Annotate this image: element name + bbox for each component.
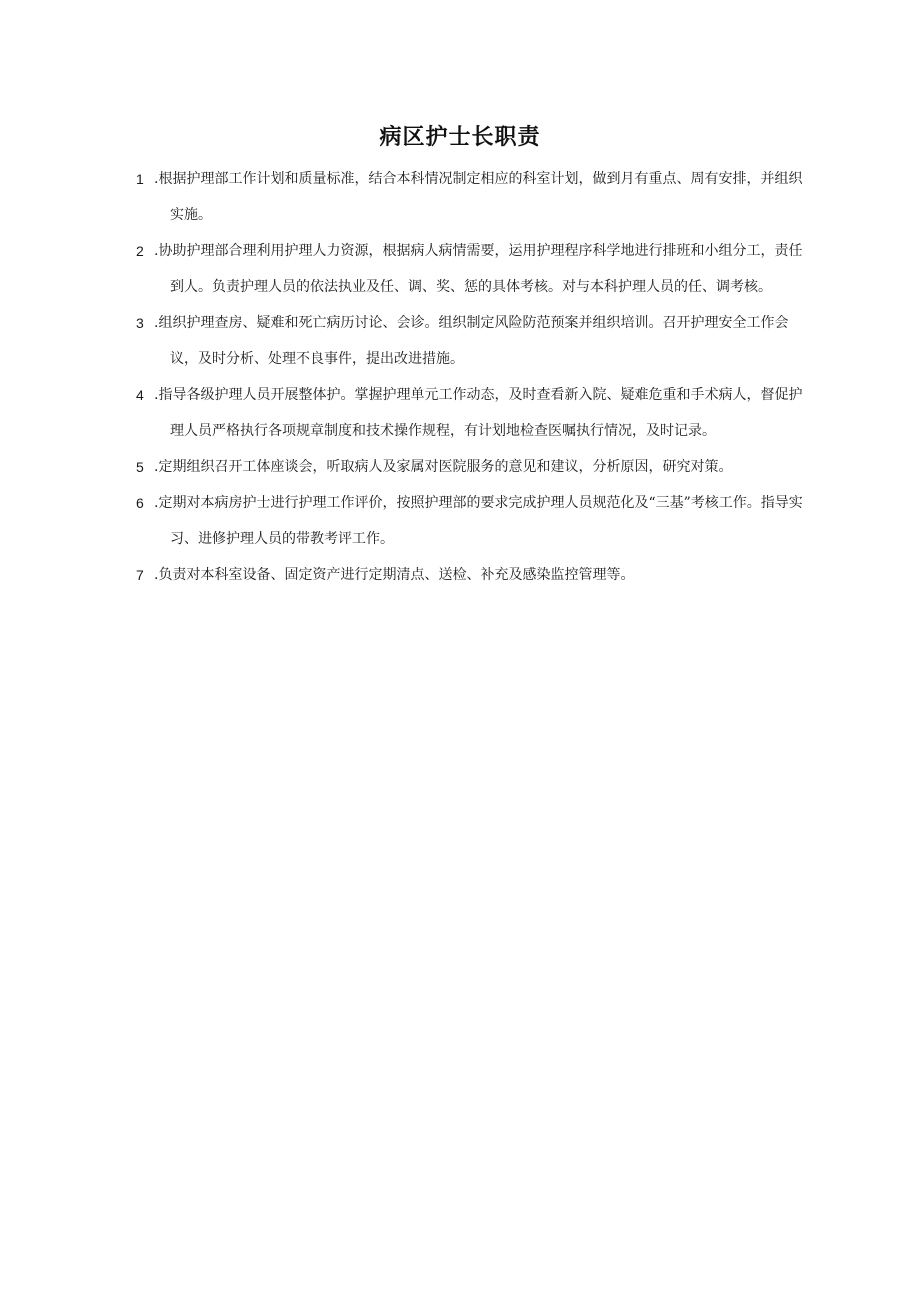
list-item [0,377,920,449]
item-text: .组织护理查房、疑难和死亡病历讨论、会诊。组织制定风险防范预案并组织培训。召开护理安全工作会议，及时分析、处理不良事件，提出改进措施。 [154,315,789,367]
list-item [0,305,920,377]
item-number: 3 [136,315,144,331]
duty-list [0,161,920,593]
document-title: 病区护士长职责 [379,125,541,150]
item-text: .定期对本病房护士进行护理工作评价，按照护理部的要求完成护理人员规范化及“三基”考核工作。指导实习、进修护理人员的带教考评工作。 [154,495,803,547]
list-item [0,557,920,593]
item-text: .负责对本科室设备、固定资产进行定期清点、送检、补充及感染监控管理等。 [154,567,635,583]
list-item [0,233,920,305]
item-text: .根据护理部工作计划和质量标准，结合本科情况制定相应的科室计划，做到月有重点、周有安排，并组织实施。 [154,171,803,223]
item-number: 1 [136,171,144,187]
item-text: .定期组织召开工体座谈会，听取病人及家属对医院服务的意见和建议，分析原因，研究对策。 [154,459,733,475]
list-item [0,161,920,233]
item-number: 7 [136,567,144,583]
item-text: .指导各级护理人员开展整体护。掌握护理单元工作动态，及时查看新入院、疑难危重和手术病人，督促护理人员严格执行各项规章制度和技术操作规程，有计划地检查医嘱执行情况，及时记录。 [154,387,803,439]
item-number: 5 [136,459,144,475]
item-number: 6 [136,495,144,511]
list-item [0,485,920,557]
item-number: 4 [136,387,144,403]
item-text: .协助护理部合理利用护理人力资源，根据病人病情需要，运用护理程序科学地进行排班和小组分工，责任到人。负责护理人员的依法执业及任、调、奖、惩的具体考核。对与本科护理人员的任、调考核。 [154,243,803,295]
list-item [0,449,920,485]
item-number: 2 [136,243,144,259]
